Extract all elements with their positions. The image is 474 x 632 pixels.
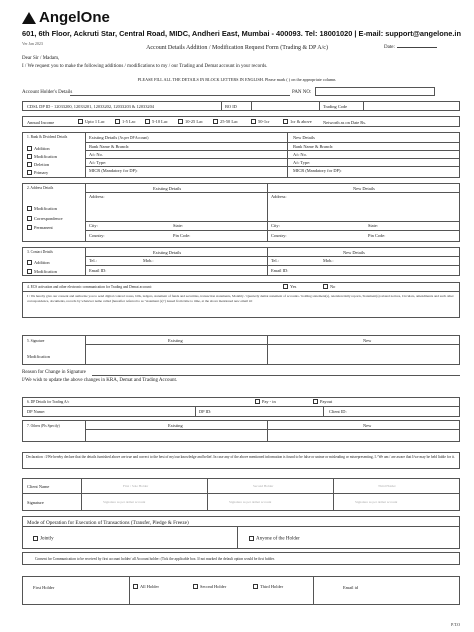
income-option[interactable]: 1-5 Lac [115, 119, 136, 124]
income-option[interactable]: 25-50 Lac [213, 119, 238, 124]
signature-new: New [363, 338, 372, 343]
mob-label: Mob.: [323, 258, 334, 263]
acc-type-label: A/c Type: [89, 160, 107, 165]
ecs-yes[interactable]: Yes [283, 284, 296, 289]
dp-name-label: DP Name: [27, 409, 46, 414]
contact-new-header: New Details [343, 250, 365, 255]
instruction-text: PLEASE FILL ALL THE DETAILS IN BLOCK LETTERS IN ENGLISH. Please mark ( ) on the appropriate column. [137, 77, 337, 82]
email-label: Email ID: [89, 268, 107, 273]
micr-label: MICR (Mandatory for DP): [89, 168, 138, 173]
others-section [22, 420, 460, 442]
contact-option[interactable]: Addition [27, 260, 50, 265]
bank-section-title: 1. Bank & Dividend Details [27, 135, 68, 139]
bank-option[interactable]: Primary [27, 170, 48, 175]
income-option[interactable]: 1cr & above [283, 119, 312, 124]
networth-label: Networth as on Date Rs. [323, 120, 367, 125]
second-holder-option[interactable]: Second Holder [193, 584, 226, 589]
dp-section [22, 397, 460, 417]
signature-modification-label: Modification [27, 354, 50, 359]
income-option[interactable]: Upto 1 Lac [78, 119, 105, 124]
address-label: Address: [271, 194, 287, 199]
client-id-label: Client ID: [329, 409, 347, 414]
signature-hint[interactable]: Signature as per demat account [229, 500, 272, 504]
country-label: Country: [89, 233, 105, 238]
signature-existing: Existing [168, 338, 183, 343]
salutation: Dear Sir / Madam, [22, 56, 60, 61]
others-new: New [363, 423, 372, 428]
micr-label: MICR (Mandatory for DP): [293, 168, 342, 173]
cdsl-label: CDSL DP ID - 12033200, 12033201, 12033202, 12033203 & 12033204 [27, 104, 155, 109]
signature-label: Signature [27, 500, 44, 505]
third-holder-option[interactable]: Third Holder [253, 584, 283, 589]
ecs-no[interactable]: No [323, 284, 335, 289]
kra-statement: I/We wish to update the above changes in KRA, Demat and Trading Account. [22, 378, 178, 383]
income-label: Annual Income [27, 120, 55, 125]
dp-id-label: DP ID: [199, 409, 212, 414]
dp-section-title: 6. DP Details for Trading A/c [27, 400, 70, 404]
country-label: Country: [271, 233, 287, 238]
first-holder-option: First Holder [33, 585, 55, 590]
acc-no-label: A/c No. [293, 152, 307, 157]
acc-type-label: A/c Type: [293, 160, 311, 165]
pincode-label: Pin Code: [368, 233, 386, 238]
form-version: Ver Jan 2023 [22, 41, 43, 46]
city-label: City: [271, 223, 280, 228]
reason-label: Reason for Change in Signature [22, 370, 86, 375]
state-label: State: [173, 223, 183, 228]
pay-in-option[interactable]: Pay - in [255, 399, 276, 404]
contact-section-title: 3. Contact Details [27, 250, 53, 254]
jointly-option[interactable]: Jointly [33, 536, 54, 542]
pto-label: P.T.O [451, 622, 460, 627]
others-existing: Existing [168, 423, 183, 428]
address-section [22, 183, 460, 242]
state-label: State: [368, 223, 378, 228]
bank-name-label: Bank Name & Branch: [293, 144, 334, 149]
company-address: 601, 6th Floor, Ackruti Star, Central Road, MIDC, Andheri East, Mumbai - 400093. Tel: 18001020 | E-mail: support@angelone.in [22, 29, 462, 38]
bank-option[interactable]: Modification [27, 154, 57, 159]
acc-no-label: A/c No. [89, 152, 103, 157]
contact-section [22, 247, 460, 276]
payout-option[interactable]: Payout [313, 399, 332, 404]
signers-section [22, 478, 460, 511]
date-label: Date: [384, 45, 395, 50]
client-name-label: Client Name [27, 484, 50, 489]
form-title: Account Details Addition / Modification Request Form (Trading & DP A/c) [146, 45, 328, 51]
tel-label: Tel.: [271, 258, 279, 263]
bank-existing-header: Existing Details (As per DP Account) [89, 135, 149, 140]
bank-option[interactable]: Addition [27, 146, 50, 151]
signature-section-title: 5. Signature [27, 339, 45, 343]
ecs-section [22, 282, 460, 318]
signature-hint[interactable]: Signature as per demat account [103, 500, 146, 504]
address-option[interactable]: Permanent [27, 225, 53, 230]
mob-label: Mob.: [143, 258, 154, 263]
pan-label: PAN NO: [292, 90, 312, 95]
second-holder-label: Second Holder [253, 484, 274, 488]
signature-hint[interactable]: Signature as per demat account [355, 500, 398, 504]
declaration-text: Declaration : I/We hereby declare that the details furnished above are true and correct to the best of my/our knowledge and belief. In case any of the above mentioned information is found to be false or untrue or misleading or misrepresenting, I / We am / are aware that I/we may be held liable for it. [26, 455, 455, 459]
trading-code-label: Trading Code [323, 104, 348, 109]
signature-section [22, 335, 460, 365]
bank-new-header: New Details [293, 135, 315, 140]
others-section-title: 7. Others (Pls Specify) [27, 424, 60, 428]
logo-icon [22, 12, 36, 24]
address-existing-header: Existing Details [153, 186, 182, 191]
anyone-option[interactable]: Anyone of the Holder [249, 536, 300, 542]
income-row [22, 116, 460, 127]
operation-title: Mode of Operation for Execution of Transactions (Transfer, Pledge & Freeze) [27, 520, 189, 526]
date-field[interactable] [384, 45, 437, 50]
declaration-box [22, 452, 460, 469]
operation-section [22, 516, 460, 549]
email-label: Email ID: [271, 268, 289, 273]
address-new-header: New Details [353, 186, 375, 191]
pincode-label: Pin Code: [173, 233, 191, 238]
email-id-label: Email id [343, 585, 358, 590]
pan-input[interactable] [315, 87, 435, 96]
comm-section [22, 576, 460, 605]
address-option[interactable]: Correspondence [27, 216, 63, 221]
ecs-consent-text: I / We hereby give our consent and authorize you to send digital contract notes, bills, ledgers, statement of funds and securities, transaction statements, Monthly / Quarterly demat statement of accounts / holding statement(s), retention/daily reports, Statement(s) related notices, Circulars, amendments and such other correspondence, documents, records by whatever name called (hereafter referred to as "statement (s)") issued from time to time, at the above mentioned new email id: [27, 294, 454, 303]
address-label: Address: [89, 194, 105, 199]
request-text: I / We request you to make the following additions / modifications to my / our Trading and Demat account in your records. [22, 64, 268, 69]
contact-existing-header: Existing Details [153, 250, 182, 255]
holder-label: Account Holder's Details [22, 90, 73, 95]
bank-name-label: Bank Name & Branch: [89, 144, 130, 149]
comm-consent-box [22, 552, 460, 565]
city-label: City: [89, 223, 98, 228]
bo-id-label: BO ID [225, 104, 237, 109]
income-option[interactable]: 10-25 Lac [178, 119, 203, 124]
income-option[interactable]: 50-1cr [251, 119, 269, 124]
bank-section [22, 132, 460, 178]
tel-label: Tel.: [89, 258, 97, 263]
income-option[interactable]: 5-10 Lac [145, 119, 168, 124]
cdsl-row [22, 101, 460, 111]
third-holder-label: Third Holder [378, 484, 396, 488]
address-section-title: 2. Address Details [27, 186, 54, 190]
all-holder-option[interactable]: All Holder [133, 584, 159, 589]
comm-consent-text: Consent for Communication to be received by first account holder/ all Account holder: (Tick the applicable box. If not marked the default option would be first holder. [35, 557, 275, 561]
ecs-label: 4. ECS activation and other electronic communication for Trading and Demat account: [27, 285, 152, 289]
contact-option[interactable]: Modification [27, 269, 57, 274]
bank-option[interactable]: Deletion [27, 162, 49, 167]
brand-logo [22, 9, 110, 26]
address-option[interactable]: Modification [27, 206, 57, 211]
brand-name: AngelOne [39, 9, 110, 26]
first-holder-label: First / Sole Holder [123, 484, 149, 488]
